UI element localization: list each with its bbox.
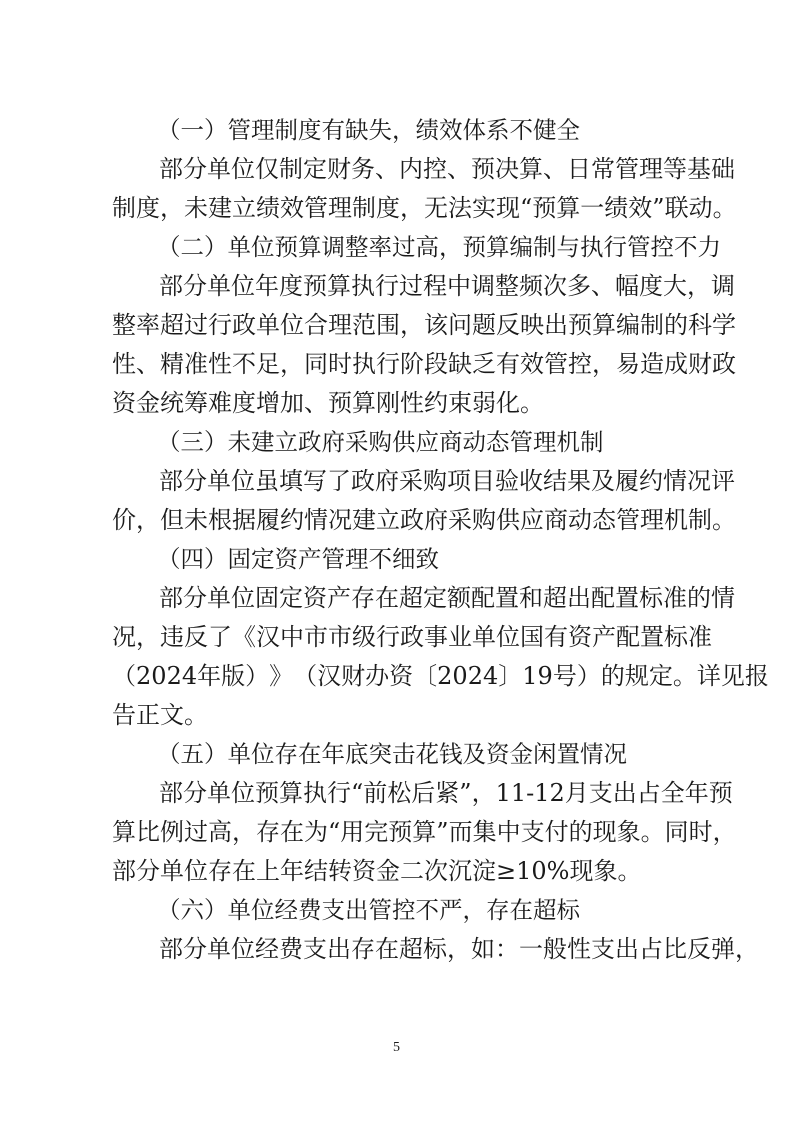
paragraph-line: [0, 851, 793, 891]
paragraph-line-text: 算 比 例 过 高 ， 存 在 为 “ 用 完 预 算 ” 而 集 中 支 付 的 现 象 。 同 时 ，: [112, 818, 737, 846]
paragraph-line: [0, 929, 793, 969]
paragraph-line: [0, 617, 793, 657]
paragraph-line-text: 制 度 ， 未 建 立 绩 效 管 理 制 度 ， 无 法 实 现 “ 预 算 一 绩 效 ” 联 动 。: [112, 194, 737, 222]
paragraph-line: [0, 383, 793, 423]
paragraph-line-text: 部 分 单 位 预 算 执 行 “ 前 松 后 紧 ” ， 1 1 - 1 2 月 支 出 占 全 年 预: [159, 779, 733, 807]
paragraph-line: [0, 188, 793, 228]
section-heading-2: [0, 227, 793, 267]
paragraph-line-text: 部 分 单 位 虽 填 写 了 政 府 采 购 项 目 验 收 结 果 及 履 约 情 况 评: [159, 467, 735, 495]
paragraph-line-text: （ 2 0 2 4 年 版 ） 》 （ 汉 财 办 资 〔 2 0 2 4 〕 1 9 号 ） 的 规 定 。 详 见 报: [112, 662, 769, 690]
paragraph-line-text: 价 ， 但 未 根 据 履 约 情 况 建 立 政 府 采 购 供 应 商 动 态 管 理 机 制 。: [112, 506, 736, 534]
paragraph-line-text: 资金统筹难度增加、预算刚性约束弱化。: [112, 389, 544, 417]
paragraph-line-text: 部分单位存在上年结转资金二次沉淀≥10%现象。: [112, 857, 642, 885]
section-heading-5: [0, 734, 793, 774]
paragraph-line-text: 整 率 超 过 行 政 单 位 合 理 范 围 ， 该 问 题 反 映 出 预 算 编 制 的 科 学: [112, 311, 736, 339]
paragraph-line: [0, 812, 793, 852]
section-heading-3-text: （三）未建立政府采购供应商动态管理机制: [157, 428, 604, 456]
paragraph-line-text: 部 分 单 位 固 定 资 产 存 在 超 定 额 配 置 和 超 出 配 置 标 准 的 情: [159, 584, 735, 612]
section-heading-6: [0, 890, 793, 930]
paragraph-line-text: 部 分 单 位 年 度 预 算 执 行 过 程 中 调 整 频 次 多 、 幅 度 大 ， 调: [159, 272, 735, 300]
section-heading-5-text: （五）单位存在年底突击花钱及资金闲置情况: [157, 740, 627, 768]
section-heading-2-text: （二）单位预算调整率过高，预算编制与执行管控不力: [157, 233, 721, 261]
paragraph-line: [0, 266, 793, 306]
paragraph-line: [0, 695, 793, 735]
paragraph-line-text: 部 分 单 位 仅 制 定 财 务 、 内 控 、 预 决 算 、 日 常 管 理 等 基 础: [159, 155, 735, 183]
page-number: 5: [393, 1040, 400, 1055]
section-heading-4: [0, 539, 793, 579]
paragraph-line: [0, 149, 793, 189]
section-heading-1: [0, 110, 793, 150]
section-heading-6-text: （六）单位经费支出管控不严，存在超标: [157, 896, 580, 924]
section-heading-4-text: （四）固定资产管理不细致: [157, 545, 439, 573]
paragraph-line: [0, 773, 793, 813]
section-heading-1-text: （一）管理制度有缺失，绩效体系不健全: [157, 116, 580, 144]
paragraph-line-text: 告正文。: [112, 701, 208, 729]
paragraph-line: [0, 461, 793, 501]
paragraph-line: [0, 578, 793, 618]
paragraph-line-text: 况 ， 违 反 了 《 汉 中 市 市 级 行 政 事 业 单 位 国 有 资 产 配 置 标 准: [112, 623, 712, 651]
paragraph-line: [0, 500, 793, 540]
paragraph-line-text: 性 、 精 准 性 不 足 ， 同 时 执 行 阶 段 缺 乏 有 效 管 控 ， 易 造 成 财 政: [112, 350, 736, 378]
paragraph-line: [0, 344, 793, 384]
paragraph-line: [0, 305, 793, 345]
paragraph-line: [0, 656, 793, 696]
section-heading-3: [0, 422, 793, 462]
paragraph-line-text: 部 分 单 位 经 费 支 出 存 在 超 标 ， 如 ： 一 般 性 支 出 占 比 反 弹 ，: [159, 935, 759, 963]
